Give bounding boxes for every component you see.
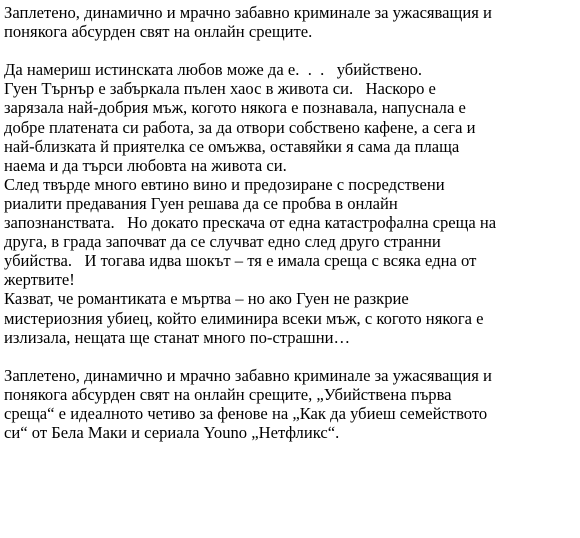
- text-line: Казват, че романтиката е мъртва – но ако Гуен не разкрие: [4, 289, 409, 309]
- text-line: мистериозния убиец, който елиминира всеки мъж, с когото някога е: [4, 308, 484, 328]
- text-line: зарязала най-добрия мъж, когото някога е познавала, напуснала е: [4, 98, 466, 118]
- document-body: [4, 3, 578, 442]
- text-line: убийства. И тогава идва шокът – тя е имала среща с всяка една от: [4, 251, 477, 271]
- paragraph-intro: [4, 3, 578, 41]
- text-line: запознанствата. Но докато прескача от една катастрофална среща на: [4, 213, 497, 233]
- text-line: понякога абсурден свят на онлайн срещите.: [4, 22, 313, 42]
- text-line: Гуен Търнър е забъркала пълен хаос в живота си. Наскоро е: [4, 79, 436, 99]
- paragraph-summary: [4, 366, 578, 442]
- text-line: друга, в града започват да се случват едно след друго странни: [4, 232, 441, 252]
- text-line: си“ от Бела Маки и сериала Youno „Нетфликс“.: [4, 423, 340, 443]
- text-line: След твърде много евтино вино и предозиране с посредствени: [4, 174, 445, 194]
- text-line: добре платената си работа, за да отвори собствено кафене, а сега и: [4, 117, 476, 137]
- text-line: Да намериш истинската любов може да е. . . убийствено.: [4, 60, 423, 80]
- paragraph-spacer: [4, 347, 578, 366]
- text-line: наема и да търси любовта на живота си.: [4, 155, 287, 175]
- text-line: излизала, нещата ще станат много по-страшни…: [4, 327, 351, 347]
- text-line: Заплетено, динамично и мрачно забавно криминале за ужасяващия и: [4, 365, 492, 385]
- paragraph-description: [4, 60, 578, 346]
- text-line: риалити предавания Гуен решава да се пробва в онлайн: [4, 193, 398, 213]
- paragraph-spacer: [4, 41, 578, 60]
- text-line: жертвите!: [4, 270, 75, 290]
- text-line: най-близката й приятелка се омъжва, оставяйки я сама да плаща: [4, 136, 460, 156]
- text-line: среща“ е идеалното четиво за фенове на „Как да убиеш семейството: [4, 403, 488, 423]
- text-line: Заплетено, динамично и мрачно забавно криминале за ужасяващия и: [4, 3, 492, 22]
- text-line: понякога абсурден свят на онлайн срещите, „Убийствена първа: [4, 384, 452, 404]
